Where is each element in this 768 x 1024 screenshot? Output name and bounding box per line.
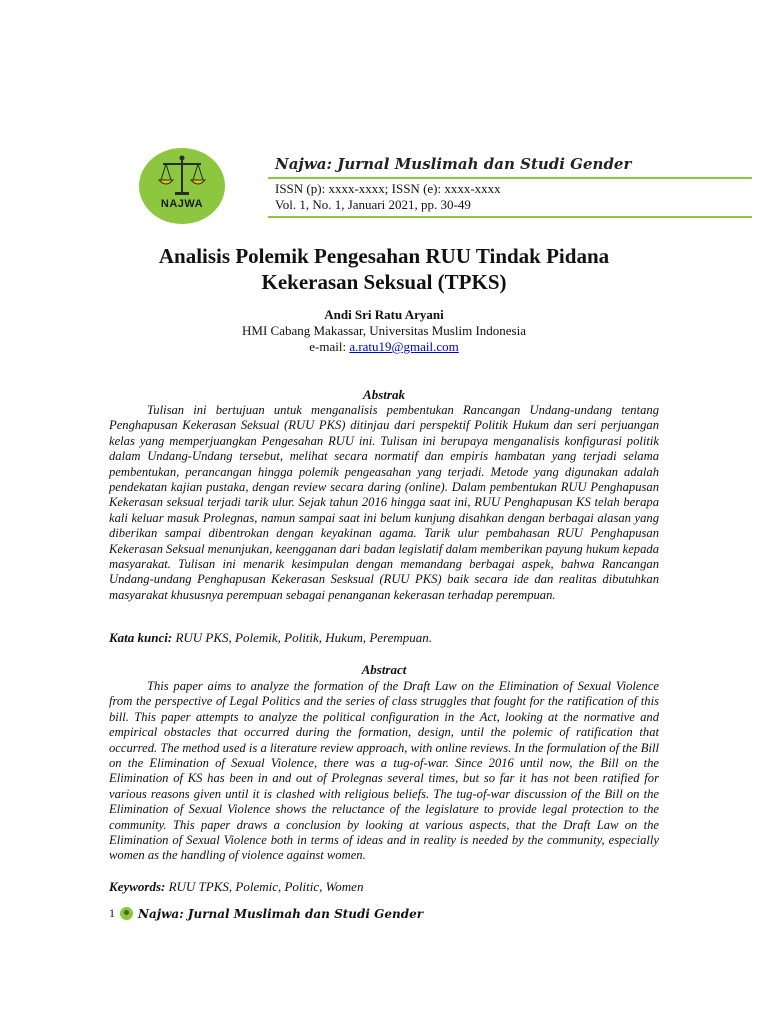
title-line-1: Analisis Polemik Pengesahan RUU Tindak Pidana bbox=[158, 244, 610, 268]
author-affiliation: HMI Cabang Makassar, Universitas Muslim Indonesia bbox=[242, 323, 526, 338]
issn-line: ISSN (p): xxxx-xxxx; ISSN (e): xxxx-xxxx bbox=[275, 181, 501, 196]
logo-text: NAJWA bbox=[160, 198, 204, 210]
page-footer bbox=[109, 906, 423, 921]
article-title bbox=[60, 243, 708, 295]
author-email-line bbox=[60, 339, 708, 355]
author-name: Andi Sri Ratu Aryani bbox=[324, 307, 444, 322]
email-link[interactable]: a.ratu19@gmail.com bbox=[349, 339, 459, 354]
abstrak-heading: Abstrak bbox=[363, 387, 405, 402]
journal-dot-icon bbox=[120, 907, 133, 920]
scales-of-justice-icon bbox=[139, 148, 225, 224]
abstract-body: This paper aims to analyze the formation of the Draft Law on the Elimination of Sexual Violence from the perspective of Legal Politics and the series of class struggles that fought for the ratification of this bill. This paper attempts to analyze the political configuration in the Act, looking at the normative and empirical obstacles that occurred during the formation, design, until the polemic of ratification that occurred. The method used is a literature review approach, with online reviews. In the formulation of the Bill on the Elimination of Sexual Violence, there was a tug-of-war. Since 2016 until now, the Bill on the Elimination of KS has been in and out of Prolegnas several times, but so far it has not been ratified for various reasons given until it is clashed with religious beliefs. The tug-of-war discussion of the Bill on the Elimination of Sexual Violence shows the reluctance of the legislature to provide legal protection to the community. This paper draws a conclusion by looking at various aspects, that the Draft Law on the Elimination of Sexual Violence both in terms of ideas and in reality is needed by the community, especially women as the handling of violence against women. bbox=[109, 679, 659, 863]
keywords-label: Keywords: bbox=[109, 879, 166, 894]
keywords-values: RUU TPKS, Polemic, Politic, Women bbox=[165, 879, 364, 894]
header-divider-bottom bbox=[268, 216, 752, 218]
abstrak-body: Tulisan ini bertujuan untuk menganalisis pembentukan Rancangan Undang-undang tentang Penghapusan Kekerasan Seksual (RUU PKS) ditinjau dari perspektif Politik Hukum dan seri perjuangan kelas yang memperjuangkan Pengesahan RUU ini. Tulisan ini berupaya menganalisis konfigurasi politik dalam Undang-Undang tersebut, melihat secara normatif dan empiris hambatan yang terjadi selama pembentukan, perancangan hingga polemik pengeasahan yang terjadi. Metode yang digunakan adalah pendekatan kajian pustaka, dengan review secara daring (online). Dalam pembentukan RUU Penghapusan Kekerasan seksual terjadi tarik ulur. Sejak tahun 2016 hingga saat ini, RUU Penghapusan KS telah berapa kali keluar masuk Prolegnas, namun sampai saat ini belum kunjung disahkan dengan berbagai alasan yang diberikan sampai dibentrokan dengan keyakinan agama. Tarik ulur pembahasan RUU Penghapusan Kekerasan Seksual menunjukan, keengganan dari badan legislatif dalam memberikan payung hukum kepada masyarakat. Tulisan ini menarik kesimpulan dengan memandang berbagai aspek, bahwa Rancangan Undang-undang Penghapusan Kekerasan Sesksual (RUU PKS) baik secara ide dan realitas dibutuhkan masyarakat khususnya perempuan sebagai penanganan kekerasan terhadap perempuan. bbox=[109, 403, 659, 602]
abstract-heading: Abstract bbox=[361, 662, 407, 677]
header-divider-top bbox=[268, 177, 752, 179]
footer-journal-name: Najwa: Jurnal Muslimah dan Studi Gender bbox=[138, 906, 424, 921]
journal-logo bbox=[139, 148, 225, 224]
volume-line: Vol. 1, No. 1, Januari 2021, pp. 30-49 bbox=[275, 197, 471, 212]
title-line-2: Kekerasan Seksual (TPKS) bbox=[261, 270, 507, 294]
email-label: e-mail: bbox=[309, 339, 350, 354]
keywords-line bbox=[109, 879, 669, 894]
page-number: 1 bbox=[109, 906, 115, 920]
kata-kunci-line bbox=[109, 630, 669, 645]
journal-name: Najwa: Jurnal Muslimah dan Studi Gender bbox=[275, 155, 632, 173]
kata-kunci-label: Kata kunci: bbox=[109, 630, 173, 645]
kata-kunci-values: RUU PKS, Polemik, Politik, Hukum, Perempuan. bbox=[172, 630, 433, 645]
